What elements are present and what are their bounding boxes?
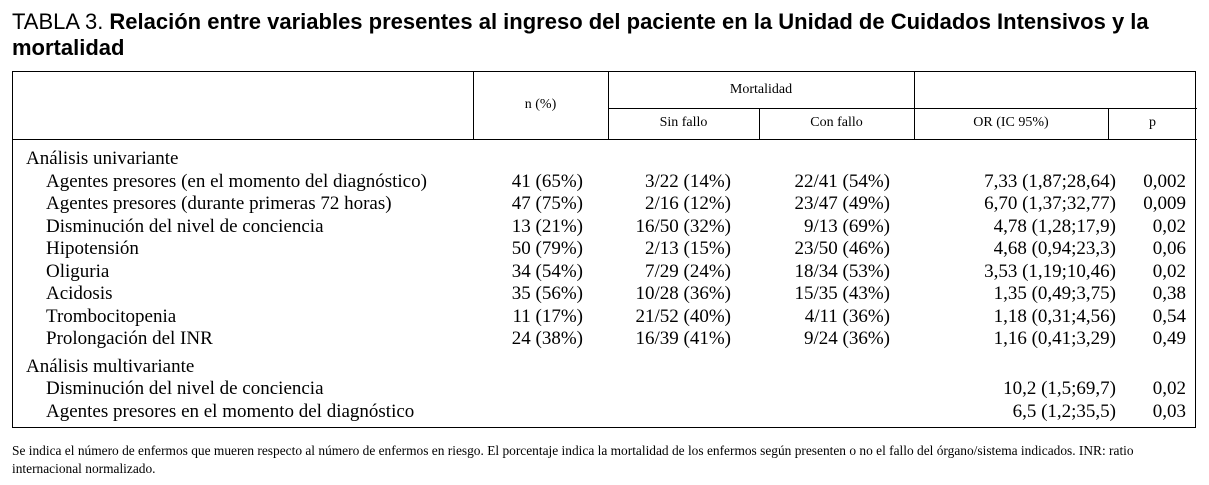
table-row <box>13 193 1197 215</box>
con-fallo-cell: 18/34 (53%) <box>794 261 890 282</box>
table-row <box>13 401 1197 423</box>
n-cell: 24 (38%) <box>511 328 583 349</box>
variable-cell: Agentes presores (en el momento del diagnóstico) <box>46 171 427 192</box>
con-fallo-cell: 23/47 (49%) <box>794 193 890 214</box>
con-fallo-cell: 9/24 (36%) <box>803 328 890 349</box>
sin-fallo-cell: 2/16 (12%) <box>644 193 731 214</box>
variable-cell: Agentes presores en el momento del diagnóstico <box>46 401 415 422</box>
variable-cell: Agentes presores (durante primeras 72 horas) <box>46 193 392 214</box>
data-table <box>12 71 1196 428</box>
p-cell: 0,02 <box>1152 216 1186 237</box>
table-row <box>13 306 1197 328</box>
sin-fallo-cell: 21/52 (40%) <box>635 306 731 327</box>
table-footnote: Se indica el número de enfermos que mueren respecto al número de enfermos en riesgo. El porcentaje indica la mortalidad de los enfermos según presenten o no el fallo del órgano/sistema indicados. INR: ratio internacional normalizado. <box>12 443 1134 476</box>
sin-fallo-cell: 10/28 (36%) <box>635 283 731 304</box>
or-cell: 7,33 (1,87;28,64) <box>984 171 1116 192</box>
table-row <box>13 171 1197 193</box>
sin-fallo-cell: 7/29 (24%) <box>644 261 731 282</box>
n-cell: 41 (65%) <box>511 171 583 192</box>
table-number: TABLA 3. <box>12 9 110 34</box>
variable-cell: Prolongación del INR <box>46 328 213 349</box>
n-cell: 47 (75%) <box>511 193 583 214</box>
p-cell: 0,54 <box>1152 306 1186 327</box>
p-cell: 0,002 <box>1143 171 1186 192</box>
header-con-fallo: Con fallo <box>810 115 863 130</box>
section-label: Análisis multivariante <box>26 356 195 377</box>
p-cell: 0,06 <box>1152 238 1186 259</box>
sin-fallo-cell: 16/50 (32%) <box>635 216 731 237</box>
sin-fallo-cell: 16/39 (41%) <box>635 328 731 349</box>
table-row <box>13 328 1197 350</box>
header-mortalidad: Mortalidad <box>729 82 793 97</box>
con-fallo-cell: 9/13 (69%) <box>803 216 890 237</box>
table-caption: Relación entre variables presentes al ingreso del paciente en la Unidad de Cuidados Intensivos y la mortalidad <box>12 9 1149 60</box>
table-title <box>12 9 1202 61</box>
or-cell: 4,68 (0,94;23,3) <box>993 238 1116 259</box>
header-bottom-rule <box>13 139 1197 140</box>
variable-cell: Trombocitopenia <box>46 306 177 327</box>
p-cell: 0,02 <box>1152 261 1186 282</box>
or-cell: 10,2 (1,5;69,7) <box>1003 378 1116 399</box>
header-sin-fallo: Sin fallo <box>659 115 708 130</box>
con-fallo-cell: 23/50 (46%) <box>794 238 890 259</box>
sin-fallo-cell: 3/22 (14%) <box>644 171 731 192</box>
or-cell: 1,35 (0,49;3,75) <box>993 283 1116 304</box>
variable-cell: Hipotensión <box>46 238 139 259</box>
p-cell: 0,009 <box>1143 193 1186 214</box>
header-p: p <box>1149 115 1156 130</box>
or-cell: 4,78 (1,28;17,9) <box>993 216 1116 237</box>
section-row <box>13 356 1197 378</box>
or-cell: 6,70 (1,37;32,77) <box>984 193 1116 214</box>
table-row <box>13 238 1197 260</box>
section-label: Análisis univariante <box>26 148 179 169</box>
table-row <box>13 283 1197 305</box>
table-row <box>13 378 1197 400</box>
or-cell: 1,16 (0,41;3,29) <box>993 328 1116 349</box>
table-row <box>13 261 1197 283</box>
section-row <box>13 148 1197 170</box>
or-cell: 6,5 (1,2;35,5) <box>1012 401 1116 422</box>
or-cell: 3,53 (1,19;10,46) <box>984 261 1116 282</box>
n-cell: 34 (54%) <box>511 261 583 282</box>
table-row <box>13 216 1197 238</box>
header-n: n (%) <box>524 97 557 112</box>
p-cell: 0,49 <box>1152 328 1186 349</box>
sin-fallo-cell: 2/13 (15%) <box>644 238 731 259</box>
header-or: OR (IC 95%) <box>973 115 1049 130</box>
con-fallo-cell: 22/41 (54%) <box>794 171 890 192</box>
n-cell: 13 (21%) <box>511 216 583 237</box>
con-fallo-cell: 15/35 (43%) <box>794 283 890 304</box>
con-fallo-cell: 4/11 (36%) <box>804 306 890 327</box>
variable-cell: Acidosis <box>46 283 113 304</box>
p-cell: 0,38 <box>1152 283 1186 304</box>
variable-cell: Disminución del nivel de conciencia <box>46 216 324 237</box>
n-cell: 35 (56%) <box>511 283 583 304</box>
n-cell: 11 (17%) <box>512 306 583 327</box>
or-cell: 1,18 (0,31;4,56) <box>993 306 1116 327</box>
variable-cell: Disminución del nivel de conciencia <box>46 378 324 399</box>
p-cell: 0,03 <box>1152 401 1186 422</box>
p-cell: 0,02 <box>1152 378 1186 399</box>
variable-cell: Oliguria <box>46 261 110 282</box>
n-cell: 50 (79%) <box>511 238 583 259</box>
